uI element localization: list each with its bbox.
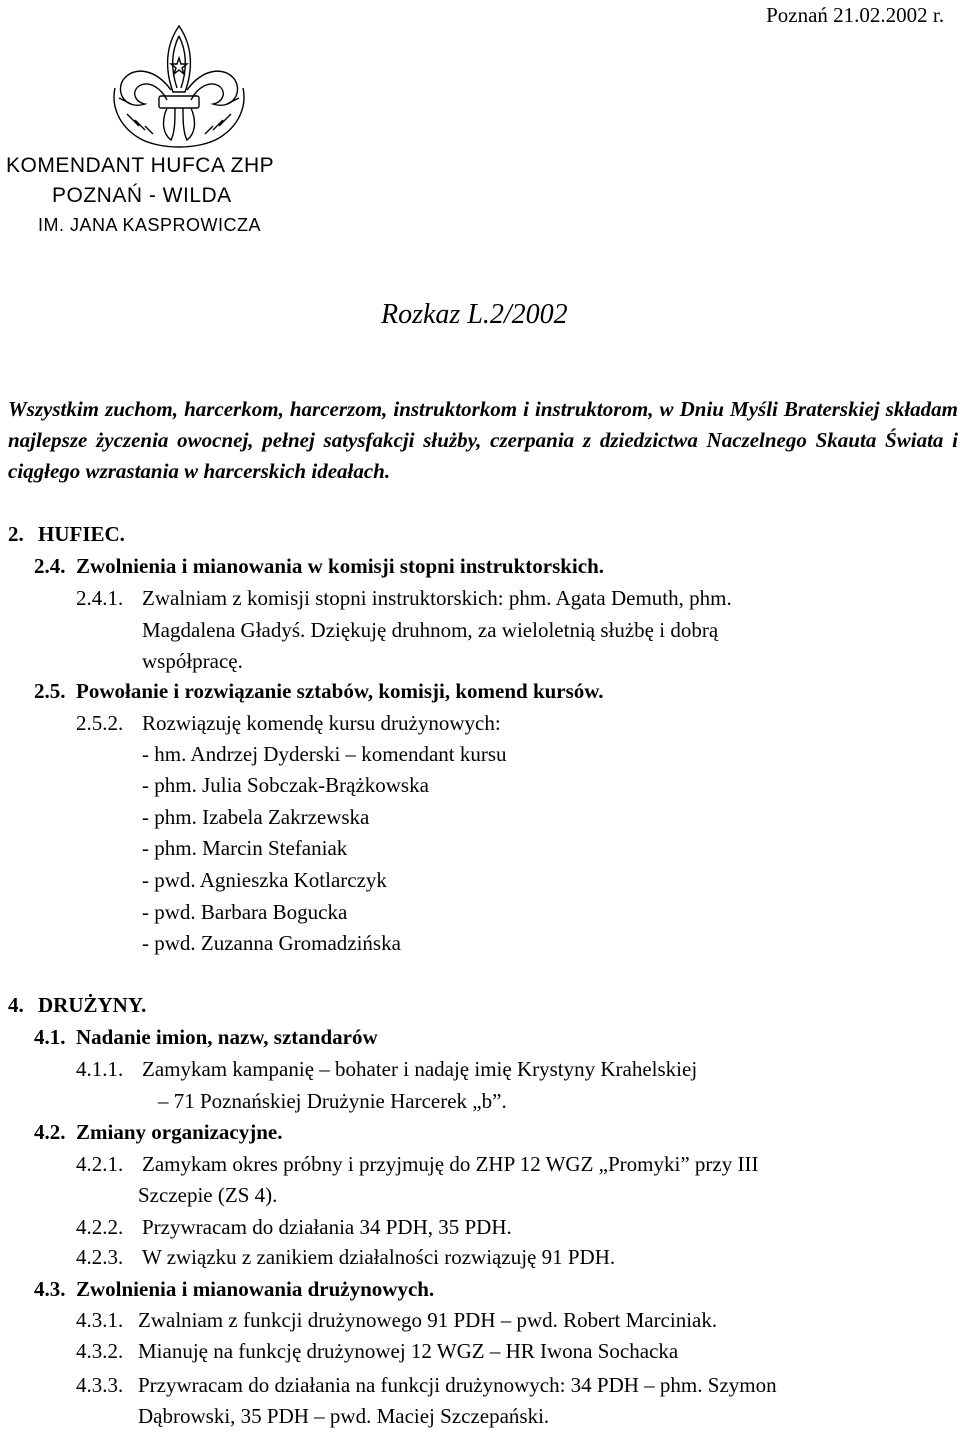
order-title: Rozkaz L.2/2002 [381, 299, 568, 330]
item-number: 4.2. [34, 1120, 66, 1144]
item-text: - phm. Julia Sobczak-Brążkowska [142, 773, 429, 797]
item-text: Zamykam okres próbny i przyjmuję do ZHP 12 WGZ „Promyki” przy III [142, 1152, 759, 1176]
item-text: Szczepie (ZS 4). [138, 1183, 278, 1207]
item-number: 4.2.2. [76, 1215, 124, 1239]
section-heading: DRUŻYNY. [38, 993, 147, 1017]
scout-lily-logo [105, 18, 253, 154]
item-number: 4.3.2. [76, 1339, 124, 1363]
item-number: 2.5.2. [76, 711, 124, 735]
item-text: Mianuję na funkcję drużynowej 12 WGZ – HR Iwona Sochacka [138, 1339, 679, 1363]
item-number: 2.4. [34, 554, 66, 578]
item-number: 4.1. [34, 1025, 66, 1049]
item-text: Przywracam do działania 34 PDH, 35 PDH. [142, 1215, 512, 1239]
org-name-line3: IM. JANA KASPROWICZA [38, 215, 262, 235]
item-text: Dąbrowski, 35 PDH – pwd. Maciej Szczepański. [138, 1404, 550, 1428]
greeting-paragraph: Wszystkim zuchom, harcerkom, harcerzom, instruktorkom i instruktorom, w Dniu Myśli Braterskiej składam najlepsze życzenia owocnej, pełnej satysfakcji służby, czerpania z dziedzictwa Naczelnego Skauta Świata i ciągłego wzrastania w harcerskich ideałach. [8, 397, 958, 483]
item-number: 4.2.1. [76, 1152, 124, 1176]
item-number: 4. [8, 993, 24, 1017]
item-text: współpracę. [142, 649, 243, 673]
section-heading: Zwolnienia i mianowania drużynowych. [76, 1277, 435, 1301]
section-heading: Powołanie i rozwiązanie sztabów, komisji, komend kursów. [76, 679, 604, 703]
item-text: - hm. Andrzej Dyderski – komendant kursu [142, 742, 507, 766]
item-text: - pwd. Barbara Bogucka [142, 900, 348, 924]
document-date: Poznań 21.02.2002 r. [766, 3, 944, 27]
item-text: Rozwiązuję komendę kursu drużynowych: [142, 711, 501, 735]
org-name-line1: KOMENDANT HUFCA ZHP [6, 154, 275, 177]
item-text: – 71 Poznańskiej Drużynie Harcerek „b”. [158, 1089, 507, 1113]
item-number: 2. [8, 522, 24, 546]
item-text: Magdalena Gładyś. Dziękuję druhnom, za wieloletnią służbę i dobrą [142, 618, 719, 642]
item-text: Zwalniam z komisji stopni instruktorskich: phm. Agata Demuth, phm. [142, 586, 732, 610]
item-number: 4.3.1. [76, 1308, 124, 1332]
item-text: - phm. Izabela Zakrzewska [142, 805, 370, 829]
item-number: 4.1.1. [76, 1057, 124, 1081]
item-text: Przywracam do działania na funkcji drużynowych: 34 PDH – phm. Szymon [138, 1373, 777, 1397]
item-number: 4.2.3. [76, 1245, 124, 1269]
item-number: 2.4.1. [76, 586, 124, 610]
item-text: W związku z zanikiem działalności rozwiązuję 91 PDH. [142, 1245, 616, 1269]
section-heading: Nadanie imion, nazw, sztandarów [76, 1025, 378, 1049]
item-number: 2.5. [34, 679, 66, 703]
item-text: Zamykam kampanię – bohater i nadaję imię Krystyny Krahelskiej [142, 1057, 698, 1081]
item-number: 4.3.3. [76, 1373, 124, 1397]
org-name-line2: POZNAŃ - WILDA [52, 184, 232, 207]
section-heading: Zwolnienia i mianowania w komisji stopni instruktorskich. [76, 554, 605, 578]
item-text: - phm. Marcin Stefaniak [142, 836, 348, 860]
item-text: - pwd. Agnieszka Kotlarczyk [142, 868, 387, 892]
item-number: 4.3. [34, 1277, 66, 1301]
section-heading: HUFIEC. [38, 522, 125, 546]
item-text: - pwd. Zuzanna Gromadzińska [142, 931, 401, 955]
item-text: Zwalniam z funkcji drużynowego 91 PDH – pwd. Robert Marciniak. [138, 1308, 718, 1332]
section-heading: Zmiany organizacyjne. [76, 1120, 283, 1144]
